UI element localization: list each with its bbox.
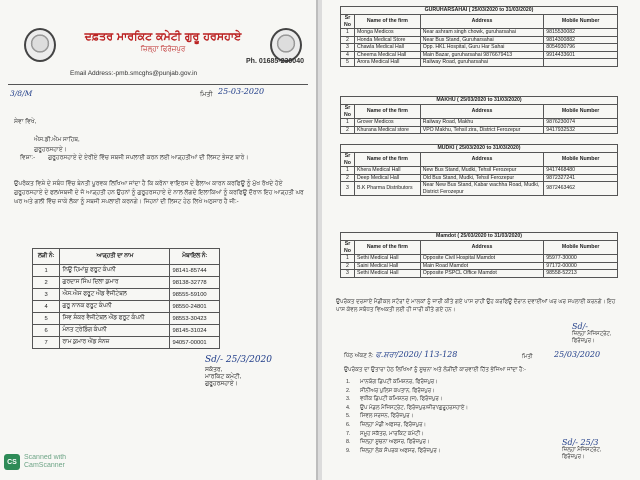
column-header: ਆੜ੍ਹਤੀ ਦਾ ਨਾਮ xyxy=(60,249,170,265)
list-item xyxy=(346,412,616,421)
firm-name-cell: Monga Medicos xyxy=(354,29,420,37)
vendor-table xyxy=(32,248,220,349)
serial-cell: 2 xyxy=(341,126,355,134)
firm-name-cell: Sethi Medical Hall xyxy=(354,255,420,263)
mobile-cell: 9417932532 xyxy=(544,126,618,134)
copy-intro: ਉਪਰੋਕਤ ਦਾ ਉਤਾਰਾ ਹੇਠ ਲਿਖਿਆਂ ਨੂੰ ਸੂਚਨਾ ਅਤੇ ਲੋੜੀਂਦੀ ਕਾਰਵਾਈ ਹਿੱਤ ਭੇਜਿਆ ਜਾਂਦਾ ਹੈ:- xyxy=(344,367,526,373)
serial-cell: 4 xyxy=(33,301,60,313)
firm-name-cell: Chawla Medical Hall xyxy=(354,44,420,52)
medical-store-table-guruharsahai xyxy=(340,6,618,67)
vendor-name-cell: ਐਸ.ਐਸ ਫਰੂਟ ਐਂਡ ਵੈਜੀਟੇਬਲ xyxy=(60,289,170,301)
list-text: ਸੀਨੀਅਰ ਪੁਲਿਸ ਕਪਤਾਨ, ਫਿਰੋਜ਼ਪੁਰ। xyxy=(360,387,435,394)
serial-cell: 5 xyxy=(341,59,355,67)
list-number: 8. xyxy=(346,439,351,446)
column-header: ਲੜੀ ਨੰ: xyxy=(33,249,60,265)
list-item xyxy=(346,378,616,387)
mobile-cell: 98555-59100 xyxy=(170,289,220,301)
date-label: ਮਿਤੀ xyxy=(522,354,533,360)
salutation: ਸੇਵਾ ਵਿਖੇ, xyxy=(14,119,37,125)
serial-cell: 1 xyxy=(341,255,355,263)
column-header: Mobile Number xyxy=(544,15,618,29)
vendor-name-cell: ਨਿਊ ਹਿਮਾਂਸ਼ੂ ਫਰੂਟ ਕੰਪਨੀ xyxy=(60,265,170,277)
column-header: Address xyxy=(420,241,543,255)
table-section-row xyxy=(341,97,618,105)
addressee-line: ਗੁਰੂਹਰਸਹਾਏ। xyxy=(34,147,67,153)
mobile-cell: 95977-30000 xyxy=(544,255,618,263)
list-text: ਉਪ ਮੰਡਲ ਮੈਜਿਸਟ੍ਰੇਟ, ਫਿਰੋਜ਼ਪੁਰ/ਜ਼ੀਰਾ/ਗੁਰੂਹਰਸਹਾਏ। xyxy=(360,404,469,411)
firm-name-cell: Arora Medical Hall xyxy=(354,59,420,67)
list-item xyxy=(346,395,616,404)
list-text: ਜ਼ਿਲ੍ਹਾ ਸੂਚਨਾ ਅਫਸਰ, ਫਿਰੋਜ਼ਪੁਰ। xyxy=(360,439,430,446)
serial-cell: 1 xyxy=(341,29,355,37)
endorsement-label: ਪਿੱਠ ਅੰਕਣ ਨੰ: xyxy=(344,353,374,359)
vendor-name-cell: ਰਾਮ ਕੁਮਾਰ ਐਂਡ ਸੰਨਜ਼ xyxy=(60,337,170,349)
table-row xyxy=(33,313,220,325)
mobile-cell: 98550-24801 xyxy=(170,301,220,313)
serial-cell: 2 xyxy=(341,262,355,270)
firm-name-cell: Honda Medical Store xyxy=(354,36,420,44)
body-paragraph: ਉਪਰੋਕਤ ਵਿਸ਼ੇ ਦੇ ਸਬੰਧ ਵਿੱਚ ਬੇਨਤੀ ਪੂਰਵਕ ਲਿਖਿਆ ਜਾਂਦਾ ਹੈ ਕਿ ਕਰੋਨਾ ਵਾਇਰਸ ਦੇ ਫੈਲਾਅ ਕਾਰਨ ਕਰਫਿਊ ਨੂੰ ਮੁੱਖ ਰੱਖਦੇ ਹੋਏ ਗੁਰੂਹਰਸਹਾਏ ਦੇ ਫਲ/ਸਬਜੀ ਦੇ ਜੋ ਆੜ੍ਹਤੀ ਹਨ ਉਹਨਾਂ ਨੂੰ ਗੁਰੂਹਰਸਹਾਏ ਦੇ ਨਾਲ ਲੱਗਦੇ ਇਲਾਕਿਆਂ ਨੂੰ ਕਰਫਿਊ ਦੌਰਾਨ ਇਹ ਆੜ੍ਹਤੀ ਘਰ ਘਰ ਅਤੇ ਗਲੀ ਵਿੱਚ ਜਾਕੇ ਲੋਕਾ ਨੂੰ ਸਬਜੀ ਸਪਲਾਈ ਕਰਨਗੇ। ਜਿਹਨਾਂ ਦੀ ਲਿਸਟ ਹੇਠ ਲਿਖੇ ਅਨੁਸਾਰ ਹੈ ਜੀ:- xyxy=(14,181,304,205)
signatory-place: ਫਿਰੋਜ਼ਪੁਰ। xyxy=(572,338,595,344)
serial-cell: 2 xyxy=(341,36,355,44)
address-cell: Old Bus Stand, Mudki, Tehsil Ferozepur xyxy=(420,174,543,182)
signatory-place: ਗੁਰੂਹਰਸਹਾਏ। xyxy=(205,381,238,387)
serial-cell: 2 xyxy=(33,277,60,289)
list-number: 5. xyxy=(346,413,351,420)
letterhead xyxy=(22,24,304,82)
subject-label: ਵਿਸ਼ਾ:- xyxy=(20,155,36,161)
column-header: Name of the firm xyxy=(354,105,420,119)
address-cell: Main Bazar, guruharsahai 9876679413 xyxy=(420,51,543,59)
firm-name-cell: Khurana Medical store xyxy=(354,126,420,134)
column-header: Mobile Number xyxy=(544,241,618,255)
signature-block xyxy=(205,355,295,388)
serial-cell: 6 xyxy=(33,325,60,337)
vendor-name-cell: ਸਿਵ ਸ਼ੰਕਰ ਵੈਜੀਟੇਬਲ ਐਂਡ ਫਰੂਟ ਕੰਪਨੀ xyxy=(60,313,170,325)
serial-cell: 1 xyxy=(33,265,60,277)
mobile-cell: 98553-30423 xyxy=(170,313,220,325)
address-cell: Opp. HKL Hospital, Guru Har Sahai xyxy=(420,44,543,52)
signatory-place: ਫਿਰੋਜ਼ਪੁਰ। xyxy=(562,454,585,460)
serial-cell: 1 xyxy=(341,119,355,127)
column-header: Sr No xyxy=(341,105,355,119)
signatory-title: ਜ਼ਿਲ੍ਹਾ ਮੈਜਿਸਟ੍ਰੇਟ, xyxy=(562,447,602,453)
table-row xyxy=(341,36,618,44)
column-header: Address xyxy=(420,105,543,119)
table-row xyxy=(341,51,618,59)
serial-cell: 4 xyxy=(341,51,355,59)
mobile-cell: 9876230074 xyxy=(544,119,618,127)
column-header: Sr No xyxy=(341,15,355,29)
signatory-title: ਜ਼ਿਲ੍ਹਾ ਮੈਜਿਸਟ੍ਰੇਟ, xyxy=(572,331,612,337)
address-cell: Opposite Civil Hospital Mamdot xyxy=(420,255,543,263)
serial-cell: 3 xyxy=(33,289,60,301)
signature-block xyxy=(562,438,632,461)
office-district: ਜ਼ਿਲ੍ਹਾ ਫਿਰੋਜ਼ਪੁਰ xyxy=(140,46,186,53)
serial-cell: 7 xyxy=(33,337,60,349)
column-header: Sr No xyxy=(341,153,355,167)
endorsement-value: ਫ.ਸ਼ਰਾ/2020/ 113-128 xyxy=(375,350,458,359)
endorsement-number xyxy=(344,350,457,360)
scanner-watermark xyxy=(4,454,66,470)
list-text: ਜ਼ਿਲ੍ਹਾ ਲੋਕ ਸੰਪਰਕ ਅਫਸਰ, ਫਿਰੋਜ਼ਪੁਰ। xyxy=(360,447,441,454)
table-row xyxy=(341,29,618,37)
serial-cell: 5 xyxy=(33,313,60,325)
mobile-cell: 98558-52213 xyxy=(544,270,618,278)
table-row xyxy=(33,289,220,301)
column-header: Sr No xyxy=(341,241,355,255)
emblem-seal-icon xyxy=(270,28,302,62)
medical-store-table-makhu xyxy=(340,96,618,134)
address-cell: Main Road Mamdot xyxy=(420,262,543,270)
divider xyxy=(8,84,308,85)
signature: Sd/- 25/3/2020 xyxy=(205,355,273,365)
address-cell: New Bus Stand, Mudki, Tehsil Ferozepur xyxy=(420,167,543,175)
vendor-name-cell: ਮੰਨਤ ਟ੍ਰੇਡਿੰਗ ਕੰਪਨੀ xyxy=(60,325,170,337)
mobile-cell: 9872463462 xyxy=(544,182,618,196)
table-row xyxy=(341,255,618,263)
table-section-row xyxy=(341,145,618,153)
mobile-cell: 98141-85744 xyxy=(170,265,220,277)
serial-cell: 3 xyxy=(341,270,355,278)
table-row xyxy=(341,167,618,175)
list-number: 6. xyxy=(346,421,351,428)
table-row xyxy=(341,59,618,67)
signatory-title: ਸਕੱਤਰ, xyxy=(205,367,223,373)
table-row xyxy=(341,262,618,270)
signatory-office: ਮਾਰਕਿਟ ਕਮੇਟੀ, xyxy=(205,374,242,380)
letter-page-left xyxy=(0,0,318,480)
address-cell: VPO Makhu, Tehsil zira, District Ferozepur xyxy=(420,126,543,134)
medical-store-table-mudki xyxy=(340,144,618,196)
firm-name-cell: B.K Pharma Distributors xyxy=(354,182,420,196)
list-item xyxy=(346,421,616,430)
list-item xyxy=(346,404,616,413)
address-cell: Near New Bus Stand, Kabar wachha Road, Mudki, District Ferozepur xyxy=(420,182,543,196)
emblem-seal-icon xyxy=(24,28,56,62)
firm-name-cell: Saini Medical Hall xyxy=(354,262,420,270)
table-row xyxy=(341,174,618,182)
table-row xyxy=(33,265,220,277)
office-email: Email Address:-pmb.smcghs@punjab.gov.in xyxy=(70,70,198,77)
mobile-cell: 94057-00001 xyxy=(170,337,220,349)
table-header-row xyxy=(341,15,618,29)
table-row xyxy=(341,119,618,127)
list-number: 3. xyxy=(346,396,351,403)
mobile-cell xyxy=(544,59,618,67)
table-row xyxy=(33,277,220,289)
list-text: ਸਿਵਲ ਸਰਜਨ, ਫਿਰੋਜ਼ਪੁਰ। xyxy=(360,413,414,420)
table-section-row xyxy=(341,233,618,241)
list-number: 9. xyxy=(346,447,351,454)
mobile-cell: 9417468480 xyxy=(544,167,618,175)
letter-page-right xyxy=(322,0,640,480)
vendor-table-body xyxy=(33,265,220,349)
camscanner-logo-icon: CS xyxy=(4,454,20,470)
watermark-line: Scanned with xyxy=(24,454,67,461)
addressee-line: ਐਸ.ਡੀ.ਐਮ ਸਾਹਿਬ, xyxy=(34,137,80,143)
list-text: ਜ਼ਿਲ੍ਹਾ ਮੰਡੀ ਅਫਸਰ, ਫਿਰੋਜ਼ਪੁਰ। xyxy=(360,421,427,428)
serial-cell: 1 xyxy=(341,167,355,175)
list-number: 7. xyxy=(346,430,351,437)
firm-name-cell: Sethi Medical Hall xyxy=(354,270,420,278)
mobile-cell: 98138-32778 xyxy=(170,277,220,289)
signature-block xyxy=(572,322,630,345)
table-row xyxy=(341,126,618,134)
list-text: ਮਾਨਯੋਗ ਡਿਪਟੀ ਕਮਿਸ਼ਨਰ, ਫਿਰੋਜ਼ਪੁਰ। xyxy=(360,379,438,385)
list-item xyxy=(346,387,616,396)
list-number: 4. xyxy=(346,404,351,411)
list-number: 2. xyxy=(346,387,351,394)
column-header: Name of the firm xyxy=(354,241,420,255)
watermark-line: CamScanner xyxy=(24,462,65,469)
serial-cell: 3 xyxy=(341,44,355,52)
firm-name-cell: Khera Medical Hall xyxy=(354,167,420,175)
address-cell: Railway Road, Makhu xyxy=(420,119,543,127)
table-section-heading: MUDKI ( 25/03/2020 to 31/03/2020) xyxy=(341,145,618,153)
list-text: ਸਮੂਹ ਸਕੱਤਰ, ਮਾਰਕਿਟ ਕਮੇਟੀ। xyxy=(360,430,424,437)
address-cell: Railway Road, guruharsahai xyxy=(420,59,543,67)
vendor-name-cell: ਗੁਰਦਾਸ ਸਿੰਘ ਦਿਲਾ ਕੁਮਾਰ xyxy=(60,277,170,289)
table-header-row xyxy=(341,105,618,119)
body-paragraph: ਉਪਰੋਕਤ ਦਰਸਾਏ ਮੈਡੀਕਲ ਸਟੋਰਾਂ ਦੇ ਮਾਲਕਾਂ ਨੂੰ ਜਾਰੀ ਕੀਤੇ ਗਏ ਪਾਸ ਰਾਹੀਂ ਉਹ ਕਰਫਿਊ ਦੌਰਾਨ ਦਵਾਈਆਂ ਘਰ ਘਰ ਸਪਲਾਈ ਕਰਨਗੇ। ਇਹ ਪਾਸ ਕੇਵਲ ਸਬੰਧਤ ਵਿਅਕਤੀ ਲਈ ਹੀ ਜਾਰੀ ਕੀਤੇ ਗਏ ਹਨ। xyxy=(336,299,616,313)
table-header-row xyxy=(341,153,618,167)
firm-name-cell: Cheema Medical Hall xyxy=(354,51,420,59)
address-cell: Near ashram singh chowk, guruharsahai xyxy=(420,29,543,37)
mobile-cell: 9814300882 xyxy=(544,36,618,44)
date-value: 25-03-2020 xyxy=(218,87,265,96)
signature: Sd/- xyxy=(572,322,588,331)
mobile-cell: 9914433601 xyxy=(544,51,618,59)
column-header: Address xyxy=(420,153,543,167)
table-header-row xyxy=(341,241,618,255)
column-header: Name of the firm xyxy=(354,153,420,167)
signature: Sd/- 25/3 xyxy=(562,438,599,447)
date-value: 25/03/2020 xyxy=(554,350,601,359)
table-row xyxy=(33,337,220,349)
medical-store-table-mamdot xyxy=(340,232,618,278)
column-header: Name of the firm xyxy=(354,15,420,29)
list-number: 1. xyxy=(346,379,351,385)
address-cell: Opposite PSPCL Office Mamdot xyxy=(420,270,543,278)
table-section-heading: Mamdot ( 25/03/2020 to 31/03/2020) xyxy=(341,233,618,241)
table-section-row xyxy=(341,7,618,15)
vendor-name-cell: ਗੁਰੂ ਨਾਨਕ ਫਰੂਟ ਕੰਪਨੀ xyxy=(60,301,170,313)
mobile-cell: 9815530082 xyxy=(544,29,618,37)
column-header: Mobile Number xyxy=(544,153,618,167)
column-header: Mobile Number xyxy=(544,105,618,119)
list-text: ਵਧੀਕ ਡਿਪਟੀ ਕਮਿਸ਼ਨਰ (ਜ), ਫਿਰੋਜ਼ਪੁਰ। xyxy=(360,396,443,403)
firm-name-cell: Grover Medicos xyxy=(354,119,420,127)
column-header: ਮੋਬਾਇਲ ਨੰ: xyxy=(170,249,220,265)
serial-cell: 3 xyxy=(341,182,355,196)
list-item xyxy=(346,430,616,439)
table-row xyxy=(341,270,618,278)
column-header: Address xyxy=(420,15,543,29)
mobile-cell: 9872327241 xyxy=(544,174,618,182)
table-section-heading: MAKHU ( 25/03/2020 to 31/03/2020) xyxy=(341,97,618,105)
mobile-cell: 8054930796 xyxy=(544,44,618,52)
mobile-cell: 98145-31024 xyxy=(170,325,220,337)
office-title: ਦਫ਼ਤਰ ਮਾਰਕਿਟ ਕਮੇਟੀ ਗੁਰੂ ਹਰਸਹਾਏ xyxy=(84,30,242,43)
reference-number: 3/8/M xyxy=(10,89,33,98)
firm-name-cell: Deep Medical Hall xyxy=(354,174,420,182)
serial-cell: 2 xyxy=(341,174,355,182)
table-row xyxy=(33,325,220,337)
date-label: ਮਿਤੀ xyxy=(200,91,213,98)
subject-text: ਗੁਰੂਹਰਸਹਾਏ ਦੇ ਏਰੀਏ ਵਿੱਚ ਸਬਜੀ ਸਪਲਾਈ ਕਰਨ ਲਈ ਆੜ੍ਹਤੀਆਂ ਦੀ ਲਿਸਟ ਭੇਜਣ ਬਾਰੇ। xyxy=(48,155,249,161)
table-row xyxy=(341,182,618,196)
mobile-cell: 97172-00000 xyxy=(544,262,618,270)
address-cell: Near Bus Stand, Guruharsahai xyxy=(420,36,543,44)
table-row xyxy=(341,44,618,52)
table-row xyxy=(33,301,220,313)
office-phone: Ph. 01685-230040 xyxy=(246,58,304,65)
table-section-heading: GURUHARSAHAI ( 25/03/2020 to 31/03/2020) xyxy=(341,7,618,15)
